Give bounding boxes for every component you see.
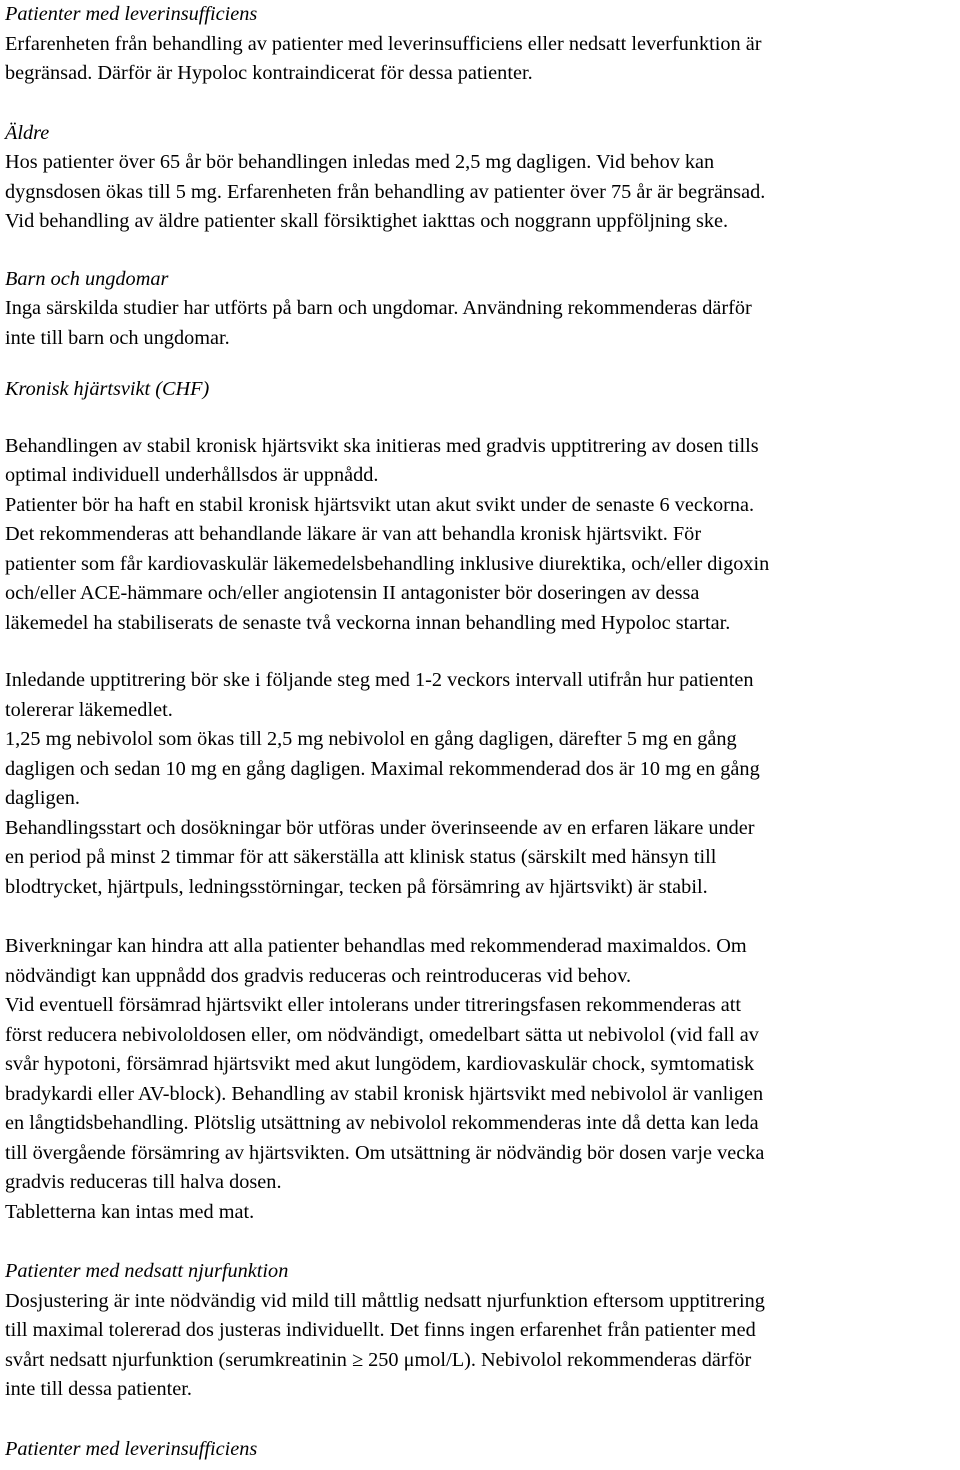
text-line: dagligen. — [5, 787, 80, 809]
text-line: till maximal tolererad dos justeras individuellt. Det finns ingen erfarenhet från patienter med — [5, 1319, 756, 1341]
text-line: begränsad. Därför är Hypoloc kontraindicerat för dessa patienter. — [5, 62, 533, 84]
text-line: tolererar läkemedlet. — [5, 698, 173, 721]
text-line: Hos patienter över 65 år bör behandlingen inledas med 2,5 mg dagligen. Vid behov kan — [5, 151, 715, 173]
section-heading-aldre: Äldre — [5, 121, 50, 144]
section-heading-kronisk-hjartsvikt: Kronisk hjärtsvikt (CHF) — [5, 378, 210, 400]
text-line: blodtrycket, hjärtpuls, ledningsstörningar, tecken på försämring av hjärtsvikt) är stabil. — [5, 875, 708, 898]
paragraph-aldre — [5, 148, 957, 237]
text-line: Patienter bör ha haft en stabil kronisk hjärtsvikt utan akut svikt under de senaste 6 veckorna. — [5, 493, 755, 516]
text-line: Behandlingen av stabil kronisk hjärtsvikt ska initieras med gradvis upptitrering av dosen tills — [5, 434, 759, 457]
text-line: och/eller ACE-hämmare och/eller angiotensin II antagonister bör doseringen av dessa — [5, 582, 700, 604]
section-heading-leverinsufficiens-bottom: Patienter med leverinsufficiens — [5, 1437, 258, 1460]
text-line: svår hypotoni, försämrad hjärtsvikt med akut lungödem, kardiovaskulär chock, symtomatisk — [5, 1053, 755, 1075]
text-line: Vid eventuell försämrad hjärtsvikt eller intolerans under titreringsfasen rekommenderas att — [5, 994, 741, 1016]
text-line: först reducera nebivololdosen eller, om nödvändigt, omedelbart sätta ut nebivolol (vid fall av — [5, 1023, 759, 1046]
text-line: en period på minst 2 timmar för att säkerställa att klinisk status (särskilt med hänsyn till — [5, 846, 717, 868]
text-line: Dosjustering är inte nödvändig vid mild till måttlig nedsatt njurfunktion eftersom upptitrering — [5, 1289, 765, 1312]
paragraph-nedsatt-njurfunktion — [5, 1287, 957, 1405]
text-line: inte till dessa patienter. — [5, 1378, 192, 1400]
text-line: bradykardi eller AV-block). Behandling av stabil kronisk hjärtsvikt med nebivolol är vanligen — [5, 1082, 764, 1105]
section-heading-leverinsufficiens: Patienter med leverinsufficiens — [5, 3, 258, 25]
text-line: Tabletterna kan intas med mat. — [5, 1200, 255, 1223]
text-line: läkemedel ha stabiliserats de senaste två veckorna innan behandling med Hypoloc startar. — [5, 611, 731, 634]
text-line: 1,25 mg nebivolol som ökas till 2,5 mg nebivolol en gång dagligen, därefter 5 mg en gång — [5, 728, 737, 750]
text-line: Inledande upptitrering bör ske i följande steg med 1-2 veckors intervall utifrån hur patienten — [5, 669, 754, 691]
paragraph-leverinsufficiens — [5, 30, 957, 89]
text-line: optimal individuell underhållsdos är uppnådd. — [5, 464, 379, 486]
text-line: dagligen och sedan 10 mg en gång dagligen. Maximal rekommenderad dos är 10 mg en gång — [5, 757, 760, 780]
text-line: dygnsdosen ökas till 5 mg. Erfarenheten från behandling av patienter över 75 år är begränsad. — [5, 180, 766, 203]
paragraph-barn-och-ungdomar — [5, 294, 957, 353]
text-line: nödvändigt kan uppnådd dos gradvis reduceras och reintroduceras vid behov. — [5, 964, 632, 987]
text-line: Behandlingsstart och dosökningar bör utföras under överinseende av en erfaren läkare under — [5, 816, 755, 839]
text-line: svårt nedsatt njurfunktion (serumkreatinin ≥ 250 μmol/L). Nebivolol rekommenderas därför — [5, 1348, 752, 1371]
text-line: patienter som får kardiovaskulär läkemedelsbehandling inklusive diurektika, och/eller digoxin — [5, 552, 770, 575]
text-line: Inga särskilda studier har utförts på barn och ungdomar. Användning rekommenderas därför — [5, 297, 752, 319]
paragraph-chf-2 — [5, 666, 957, 902]
text-line: Vid behandling av äldre patienter skall försiktighet iakttas och noggrann uppföljning ske. — [5, 210, 729, 232]
paragraph-chf-3 — [5, 932, 957, 1227]
paragraph-chf-1 — [5, 432, 957, 639]
text-line: till övergående försämring av hjärtsvikten. Om utsättning är nödvändig bör dosen varje vecka — [5, 1141, 765, 1164]
text-line: gradvis reduceras till halva dosen. — [5, 1171, 282, 1193]
text-line: en långtidsbehandling. Plötslig utsättning av nebivolol rekommenderas inte då detta kan leda — [5, 1112, 759, 1134]
section-heading-barn-och-ungdomar: Barn och ungdomar — [5, 267, 169, 290]
text-line: Erfarenheten från behandling av patienter med leverinsufficiens eller nedsatt leverfunktion är — [5, 32, 762, 55]
text-line: inte till barn och ungdomar. — [5, 326, 230, 349]
text-line: Biverkningar kan hindra att alla patienter behandlas med rekommenderad maximaldos. Om — [5, 935, 747, 957]
text-line: Det rekommenderas att behandlande läkare är van att behandla kronisk hjärtsvikt. För — [5, 523, 702, 545]
document-page — [5, 0, 957, 1464]
section-heading-nedsatt-njurfunktion: Patienter med nedsatt njurfunktion — [5, 1260, 289, 1282]
